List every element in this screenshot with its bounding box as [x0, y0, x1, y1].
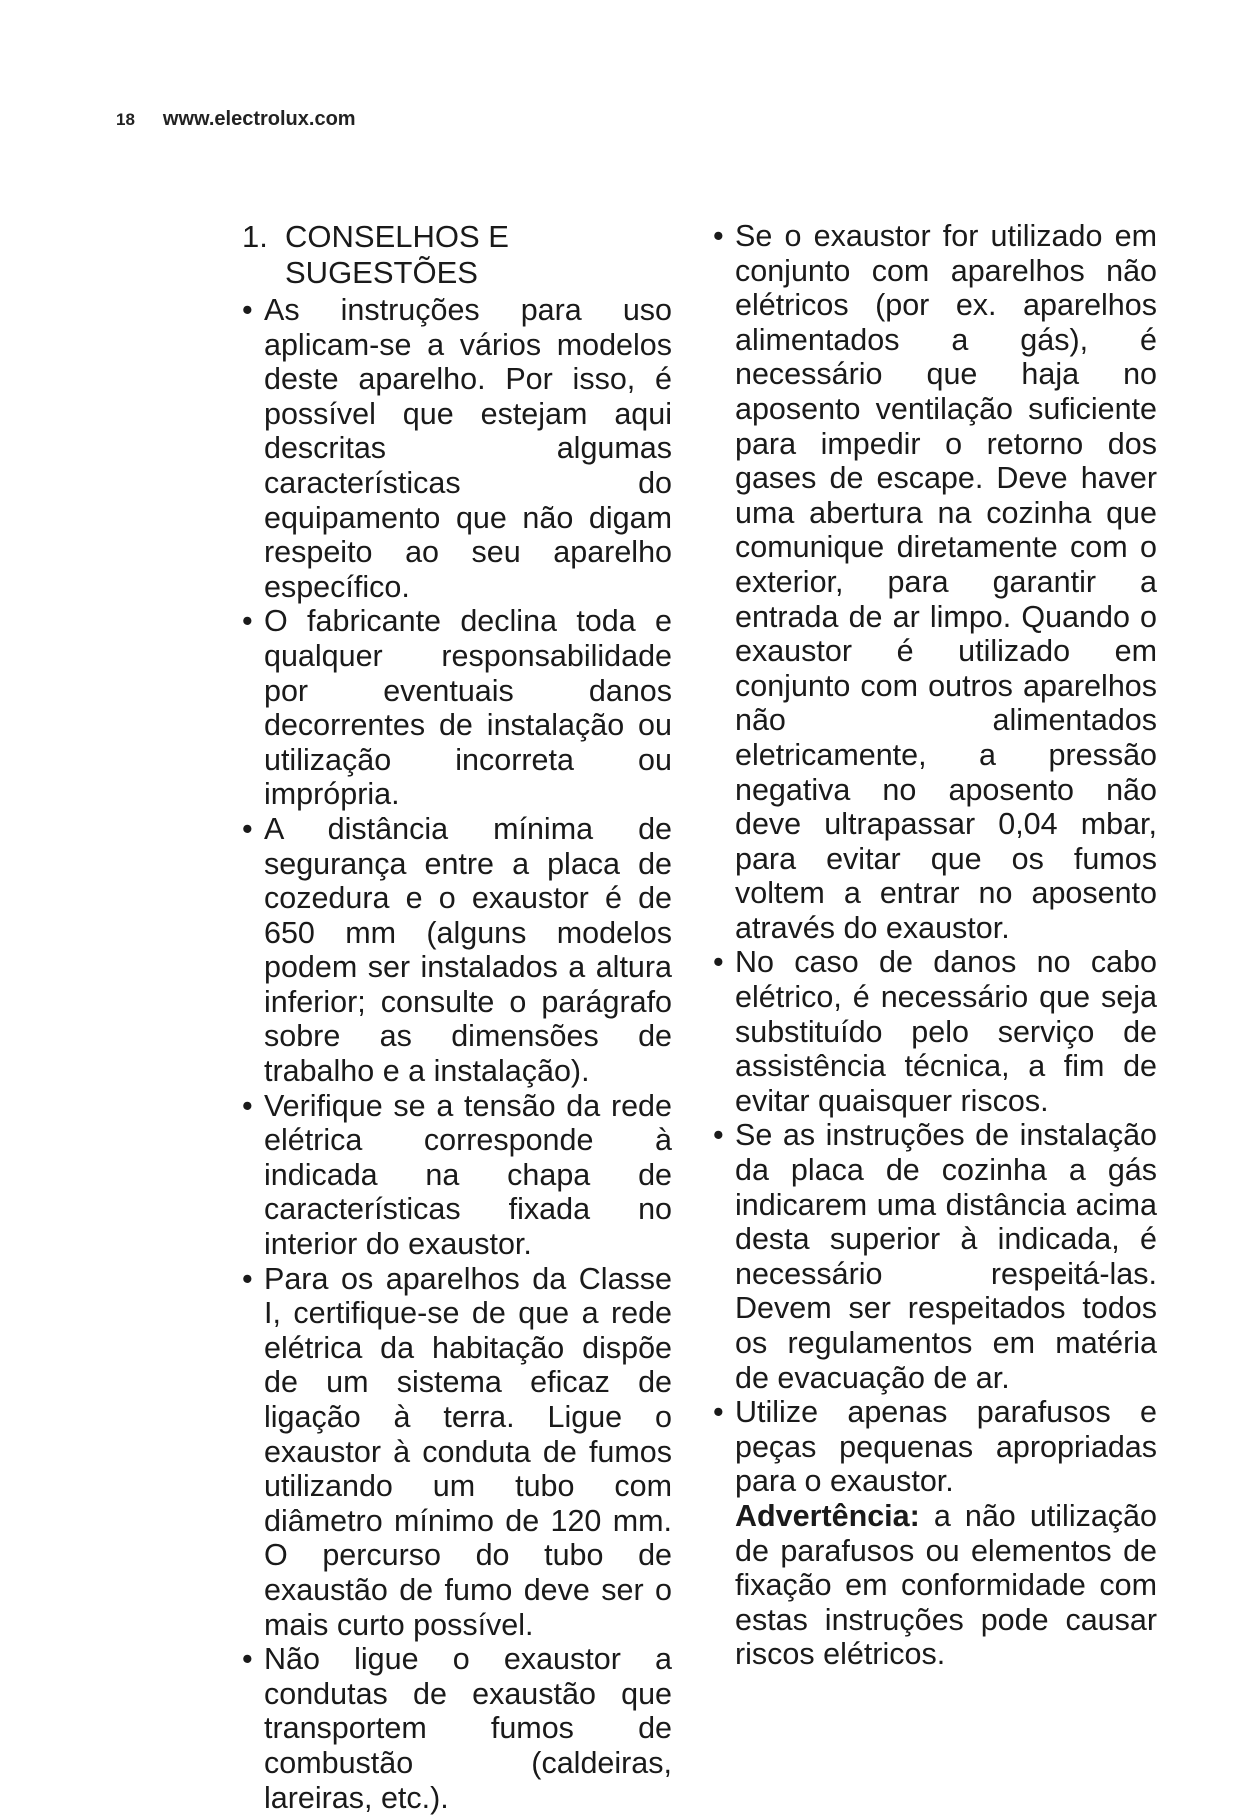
- list-item-text: Se as instruções de instalação da placa de cozinha a gás indicarem uma distância acima desta superior à indicada, é necessário respeitá-las. Devem ser respeitados todos os regulamentos em matéria de evacuação de ar.: [735, 1118, 1157, 1395]
- list-item: [242, 1642, 672, 1815]
- website-link[interactable]: www.electrolux.com: [162, 108, 356, 130]
- list-item: [242, 1089, 672, 1262]
- list-item-text: A distância mínima de segurança entre a placa de cozedura e o exaustor é de 650 mm (alguns modelos podem ser instalados a altura inferior; consulte o parágrafo sobre as dimensões de trabalho e a instalação).: [264, 811, 672, 1089]
- bullet-icon: •: [713, 945, 724, 980]
- list-item-text: Se o exaustor for utilizado em conjunto com aparelhos não elétricos (por ex. aparelhos alimentados a gás), é necessário que haja no aposento ventilação suficiente para impedir o retorno dos gases de escape. Deve haver uma abertura na cozinha que comunique diretamente com o exterior, para garantir a entrada de ar limpo. Quando o exaustor é utilizado em conjunto com outros aparelhos não alimentados eletricamente, a pressão negativa no aposento não deve ultrapassar 0,04 mbar, para evitar que os fumos voltem a entrar no aposento através do exaustor.: [735, 219, 1157, 945]
- section-number: 1.: [242, 219, 268, 254]
- bullet-icon: •: [713, 219, 724, 253]
- bullet-icon: •: [242, 604, 253, 639]
- bullet-icon: •: [242, 293, 253, 327]
- bullet-icon: •: [713, 1118, 724, 1153]
- right-bullet-list: [713, 219, 1157, 1672]
- list-item-text: Não ligue o exaustor a condutas de exaustão que transportem fumos de combustão (caldeiras, lareiras, etc.).: [264, 1642, 672, 1815]
- bullet-icon: •: [242, 811, 253, 846]
- list-item: [242, 1262, 672, 1643]
- list-item: [242, 604, 672, 812]
- list-item-text: Para os aparelhos da Classe I, certifique-se de que a rede elétrica da habitação dispõe de um sistema eficaz de ligação à terra. Ligue o exaustor à conduta de fumos utilizando um tubo com diâmetro mínimo de 120 mm. O percurso do tubo de exaustão de fumo deve ser o mais curto possível.: [264, 1261, 672, 1642]
- list-item: [242, 293, 672, 604]
- right-column: [713, 219, 1157, 1672]
- warning-label: Advertência:: [735, 1498, 920, 1533]
- section-title: CONSELHOS E SUGESTÕES: [285, 219, 509, 290]
- page-header: [116, 108, 356, 131]
- page-number: 18: [116, 110, 135, 129]
- left-column: [242, 219, 672, 1815]
- bullet-icon: •: [242, 1261, 253, 1296]
- list-item: [713, 1395, 1157, 1672]
- list-item-text: As instruções para uso aplicam-se a vários modelos deste aparelho. Por isso, é possível que estejam aqui descritas algumas características do equipamento que não digam respeito ao seu aparelho específico.: [264, 293, 672, 604]
- list-item: [242, 812, 672, 1089]
- list-item-text: Utilize apenas parafusos e peças pequenas apropriadas para o exaustor.: [735, 1395, 1157, 1499]
- section-heading: [242, 219, 672, 291]
- bullet-icon: •: [242, 1088, 253, 1123]
- bullet-icon: •: [713, 1395, 724, 1430]
- list-item: [713, 945, 1157, 1118]
- warning-note: [735, 1499, 1157, 1672]
- list-item: [713, 1118, 1157, 1395]
- list-item-text: O fabricante declina toda e qualquer responsabilidade por eventuais danos decorrentes de instalação ou utilização incorreta ou imprópria.: [264, 604, 672, 812]
- bullet-icon: •: [242, 1642, 253, 1677]
- list-item-text: Verifique se a tensão da rede elétrica corresponde à indicada na chapa de características fixada no interior do exaustor.: [264, 1088, 672, 1262]
- list-item-text: No caso de danos no cabo elétrico, é necessário que seja substituído pelo serviço de assistência técnica, a fim de evitar quaisquer riscos.: [735, 945, 1157, 1118]
- left-bullet-list: [242, 293, 672, 1815]
- list-item: [713, 219, 1157, 945]
- warning-text: a não utilização de parafusos ou elementos de fixação em conformidade com estas instruções pode causar riscos elétricos.: [735, 1498, 1157, 1672]
